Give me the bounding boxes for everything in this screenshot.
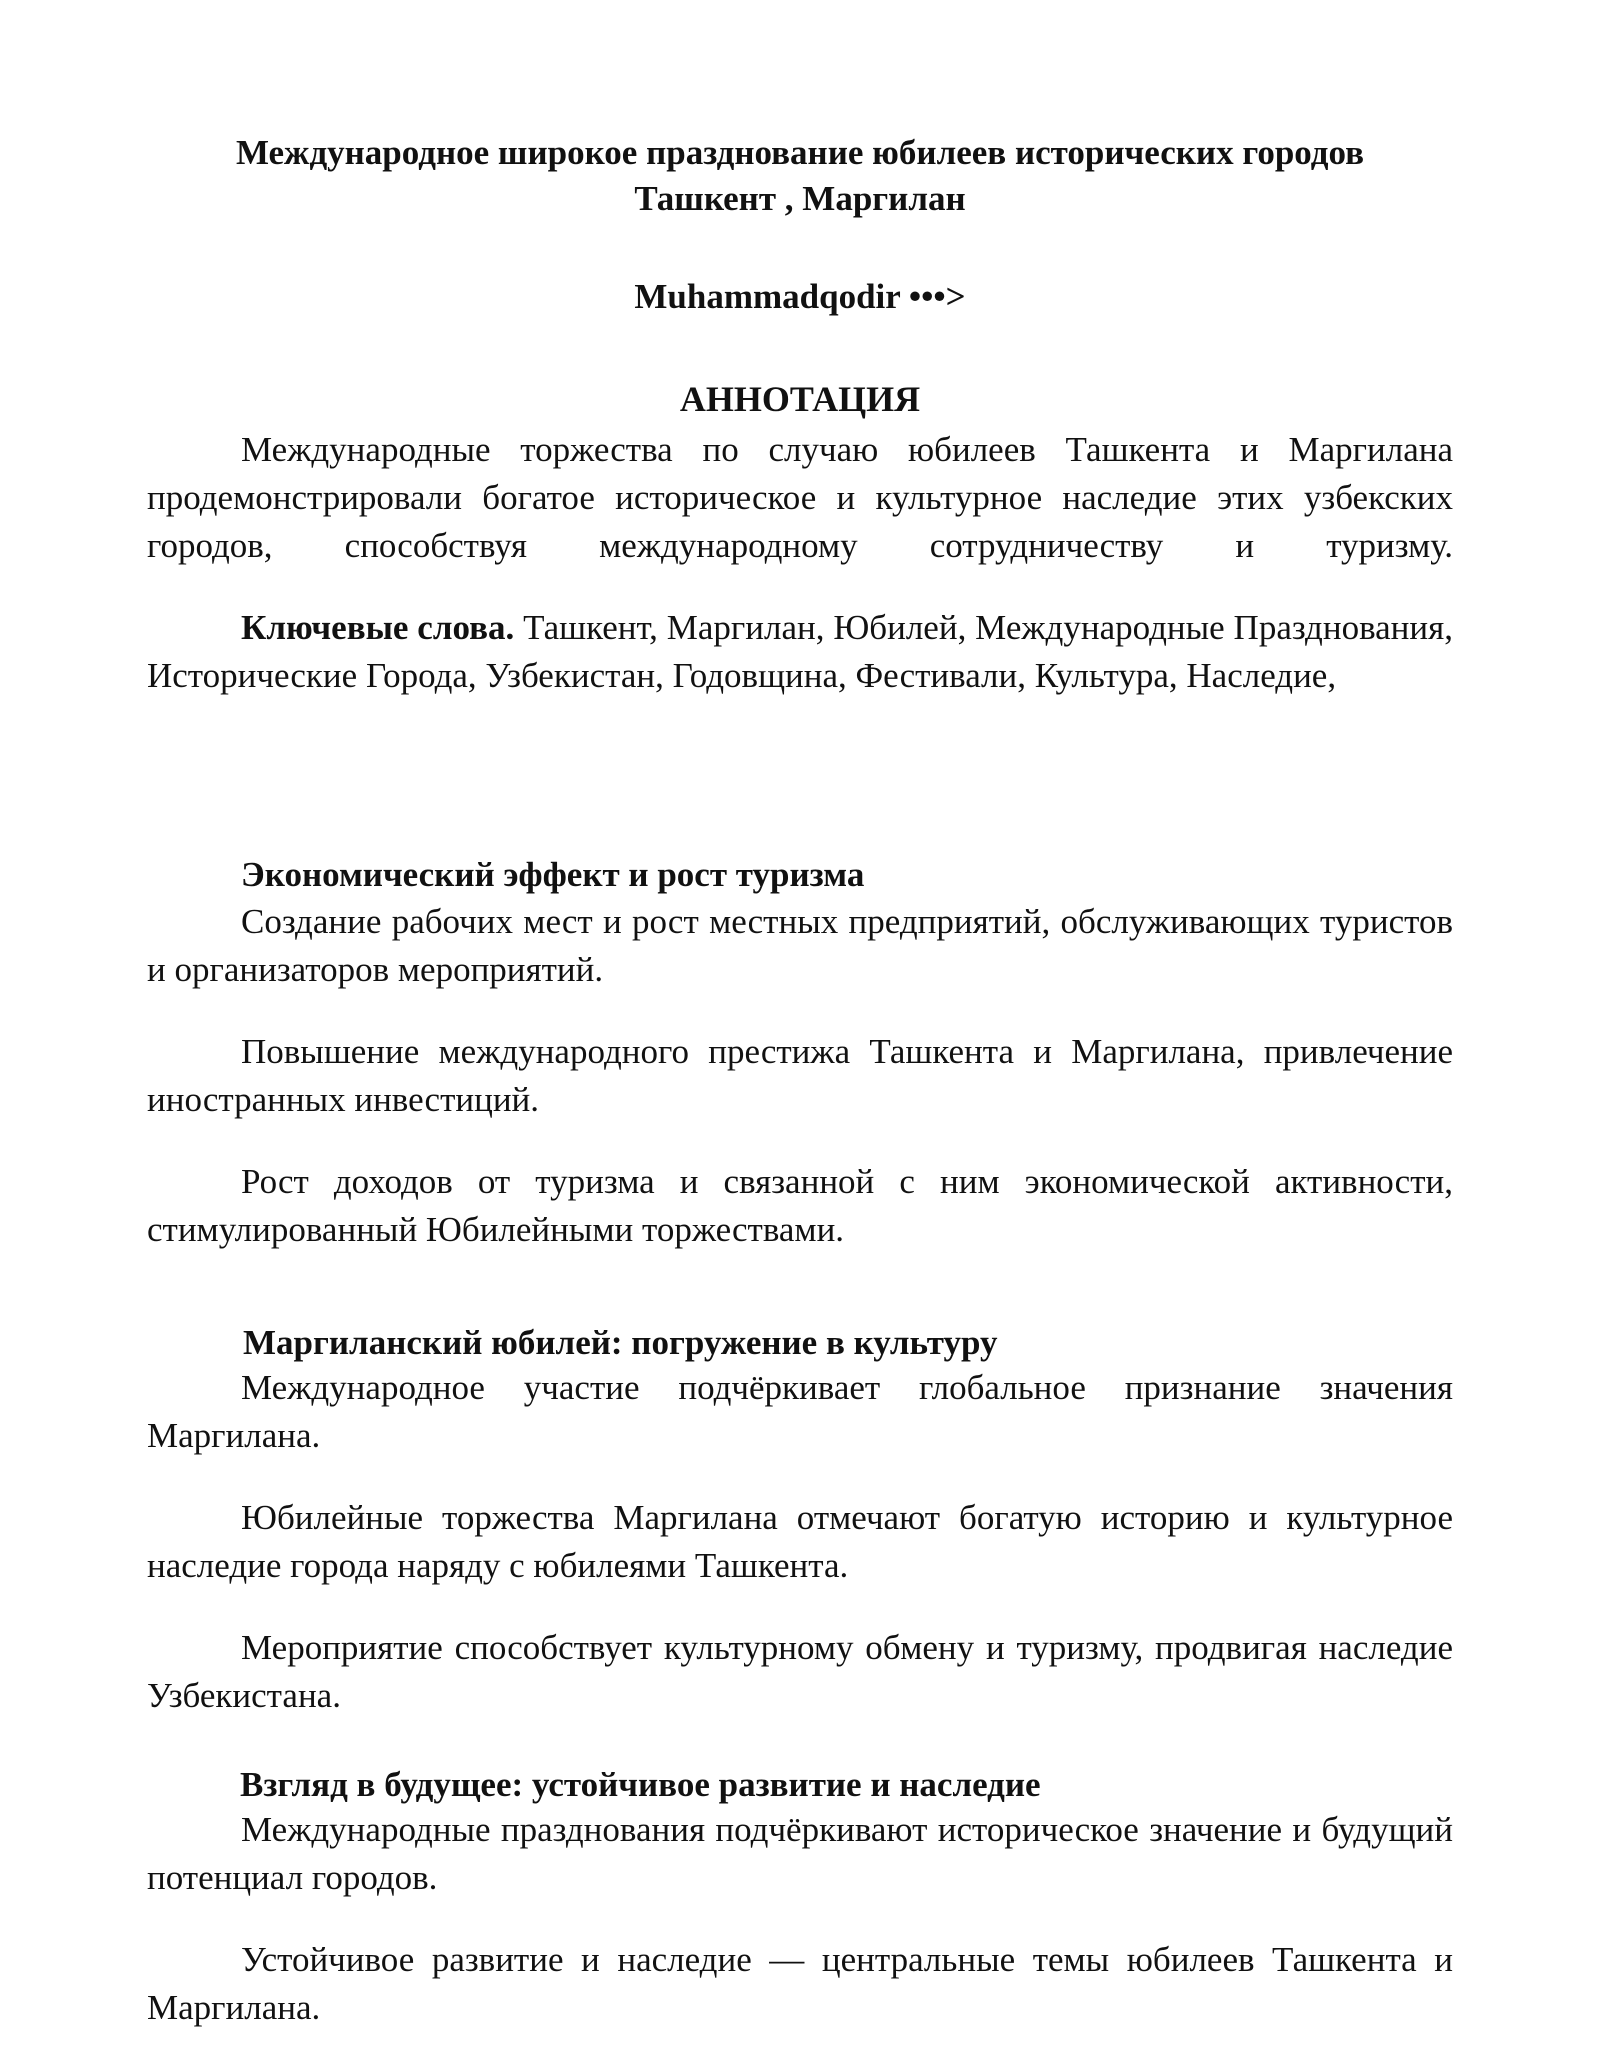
section-heading-economy: Экономический эффект и рост туризма <box>241 855 865 894</box>
section-paragraph: Рост доходов от туризма и связанной с ним экономической активности, стимулированный Юбилейными торжествами. <box>147 1162 1453 1249</box>
section-paragraph: Мероприятие способствует культурному обмену и туризму, продвигая наследие Узбекистана. <box>147 1628 1453 1715</box>
section-heading-margilan: Маргиланский юбилей: погружение в культуру <box>243 1323 998 1362</box>
section-paragraph: Международные празднования подчёркивают историческое значение и будущий потенциал городов. <box>147 1810 1453 1897</box>
section-paragraph: Создание рабочих мест и рост местных предприятий, обслуживающих туристов и организаторов мероприятий. <box>147 902 1453 989</box>
annotation-paragraph: Международные торжества по случаю юбилеев Ташкента и Маргилана продемонстрировали богатое историческое и культурное наследие этих узбекских городов, способствуя международному сотрудничеству и туризму. <box>147 430 1453 565</box>
keywords-list: Ташкент, Маргилан, Юбилей, Международные Празднования, Исторические Города, Узбекистан, Годовщина, Фестивали, Культура, Наследие, <box>147 608 1453 695</box>
section-paragraph: Повышение международного престижа Ташкента и Маргилана, привлечение иностранных инвестиций. <box>147 1032 1453 1119</box>
keywords-paragraph <box>147 604 1453 700</box>
section-paragraph: Международное участие подчёркивает глобальное признание значения Маргилана. <box>147 1368 1453 1455</box>
section-heading-future: Взгляд в будущее: устойчивое развитие и наследие <box>240 1765 1041 1804</box>
document-title-line-2: Ташкент , Маргилан <box>634 179 966 218</box>
section-paragraph: Юбилейные торжества Маргилана отмечают богатую историю и культурное наследие города наряду с юбилеями Ташкента. <box>147 1498 1453 1585</box>
annotation-heading: АННОТАЦИЯ <box>679 379 921 419</box>
section-paragraph: Устойчивое развитие и наследие — центральные темы юбилеев Ташкента и Маргилана. <box>147 1940 1453 2027</box>
document-title-line-1: Международное широкое празднование юбилеев исторических городов <box>235 133 1365 172</box>
keywords-label: Ключевые слова. <box>241 608 515 647</box>
author-name: Muhammadqodir •••> <box>634 277 966 316</box>
